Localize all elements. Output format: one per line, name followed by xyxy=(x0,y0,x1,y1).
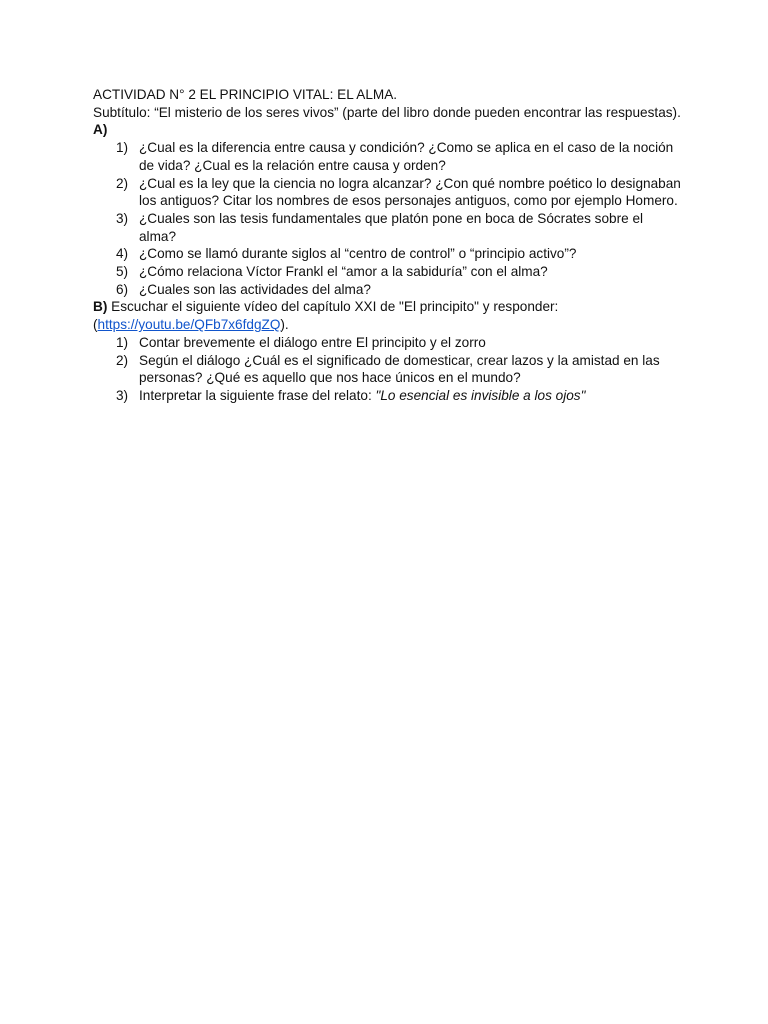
list-number: 2) xyxy=(116,175,129,191)
question-text: ¿Cual es la diferencia entre causa y condición? ¿Como se aplica en el caso de la noción de vida? ¿Cual es la relación entre causa y orden? xyxy=(139,140,674,173)
list-number: 6) xyxy=(116,281,129,297)
list-number: 5) xyxy=(116,264,129,280)
list-item xyxy=(93,334,683,352)
link-open-paren: ( xyxy=(93,317,98,333)
question-text: ¿Cómo relaciona Víctor Frankl el “amor a la sabiduría” con el alma? xyxy=(139,264,548,280)
document-subtitle: Subtítulo: “El misterio de los seres vivos” (parte del libro donde pueden encontrar las respuestas). xyxy=(93,104,681,120)
list-number: 3) xyxy=(116,387,129,403)
video-link[interactable]: https://youtu.be/QFb7x6fdgZQ xyxy=(97,317,281,333)
list-number: 3) xyxy=(116,210,129,226)
section-a-questions xyxy=(93,139,683,298)
section-b-heading: B) xyxy=(93,299,108,315)
list-item xyxy=(93,210,683,245)
section-b-intro: Escuchar el siguiente vídeo del capítulo XXI de "El principito" y responder: xyxy=(107,299,559,315)
list-item xyxy=(93,352,683,387)
question-text: ¿Como se llamó durante siglos al “centro de control” o “principio activo”? xyxy=(139,246,577,262)
link-close-paren: ). xyxy=(280,317,289,333)
question-text: ¿Cuales son las actividades del alma? xyxy=(139,281,371,297)
document-page xyxy=(93,86,683,405)
list-item xyxy=(93,281,683,299)
quote-text: "Lo esencial es invisible a los ojos" xyxy=(375,387,586,403)
question-text: Contar brevemente el diálogo entre El principito y el zorro xyxy=(139,334,486,350)
list-number: 1) xyxy=(116,334,129,350)
video-link-line xyxy=(93,316,683,334)
list-number: 2) xyxy=(116,352,129,368)
question-text: Según el diálogo ¿Cuál es el significado de domesticar, crear lazos y la amistad en las personas? ¿Qué es aquello que nos hace únicos en el mundo? xyxy=(139,352,660,386)
section-a-heading: A) xyxy=(93,122,108,138)
question-text: Interpretar la siguiente frase del relato: xyxy=(139,387,376,403)
list-item xyxy=(93,245,683,263)
list-number: 4) xyxy=(116,246,129,262)
section-b-questions xyxy=(93,334,683,405)
list-item xyxy=(93,175,683,210)
list-item xyxy=(93,263,683,281)
section-b-intro-paragraph xyxy=(93,298,683,316)
list-item xyxy=(93,139,683,174)
document-title: ACTIVIDAD N° 2 EL PRINCIPIO VITAL: EL ALMA. xyxy=(93,87,398,102)
list-number: 1) xyxy=(116,140,129,156)
list-item xyxy=(93,387,683,405)
question-text: ¿Cuales son las tesis fundamentales que platón pone en boca de Sócrates sobre el alma? xyxy=(139,210,644,244)
question-text: ¿Cual es la ley que la ciencia no logra alcanzar? ¿Con qué nombre poético lo designaban los antiguos? Citar los nombres de esos personajes antiguos, como por ejemplo Homero. xyxy=(139,175,681,209)
